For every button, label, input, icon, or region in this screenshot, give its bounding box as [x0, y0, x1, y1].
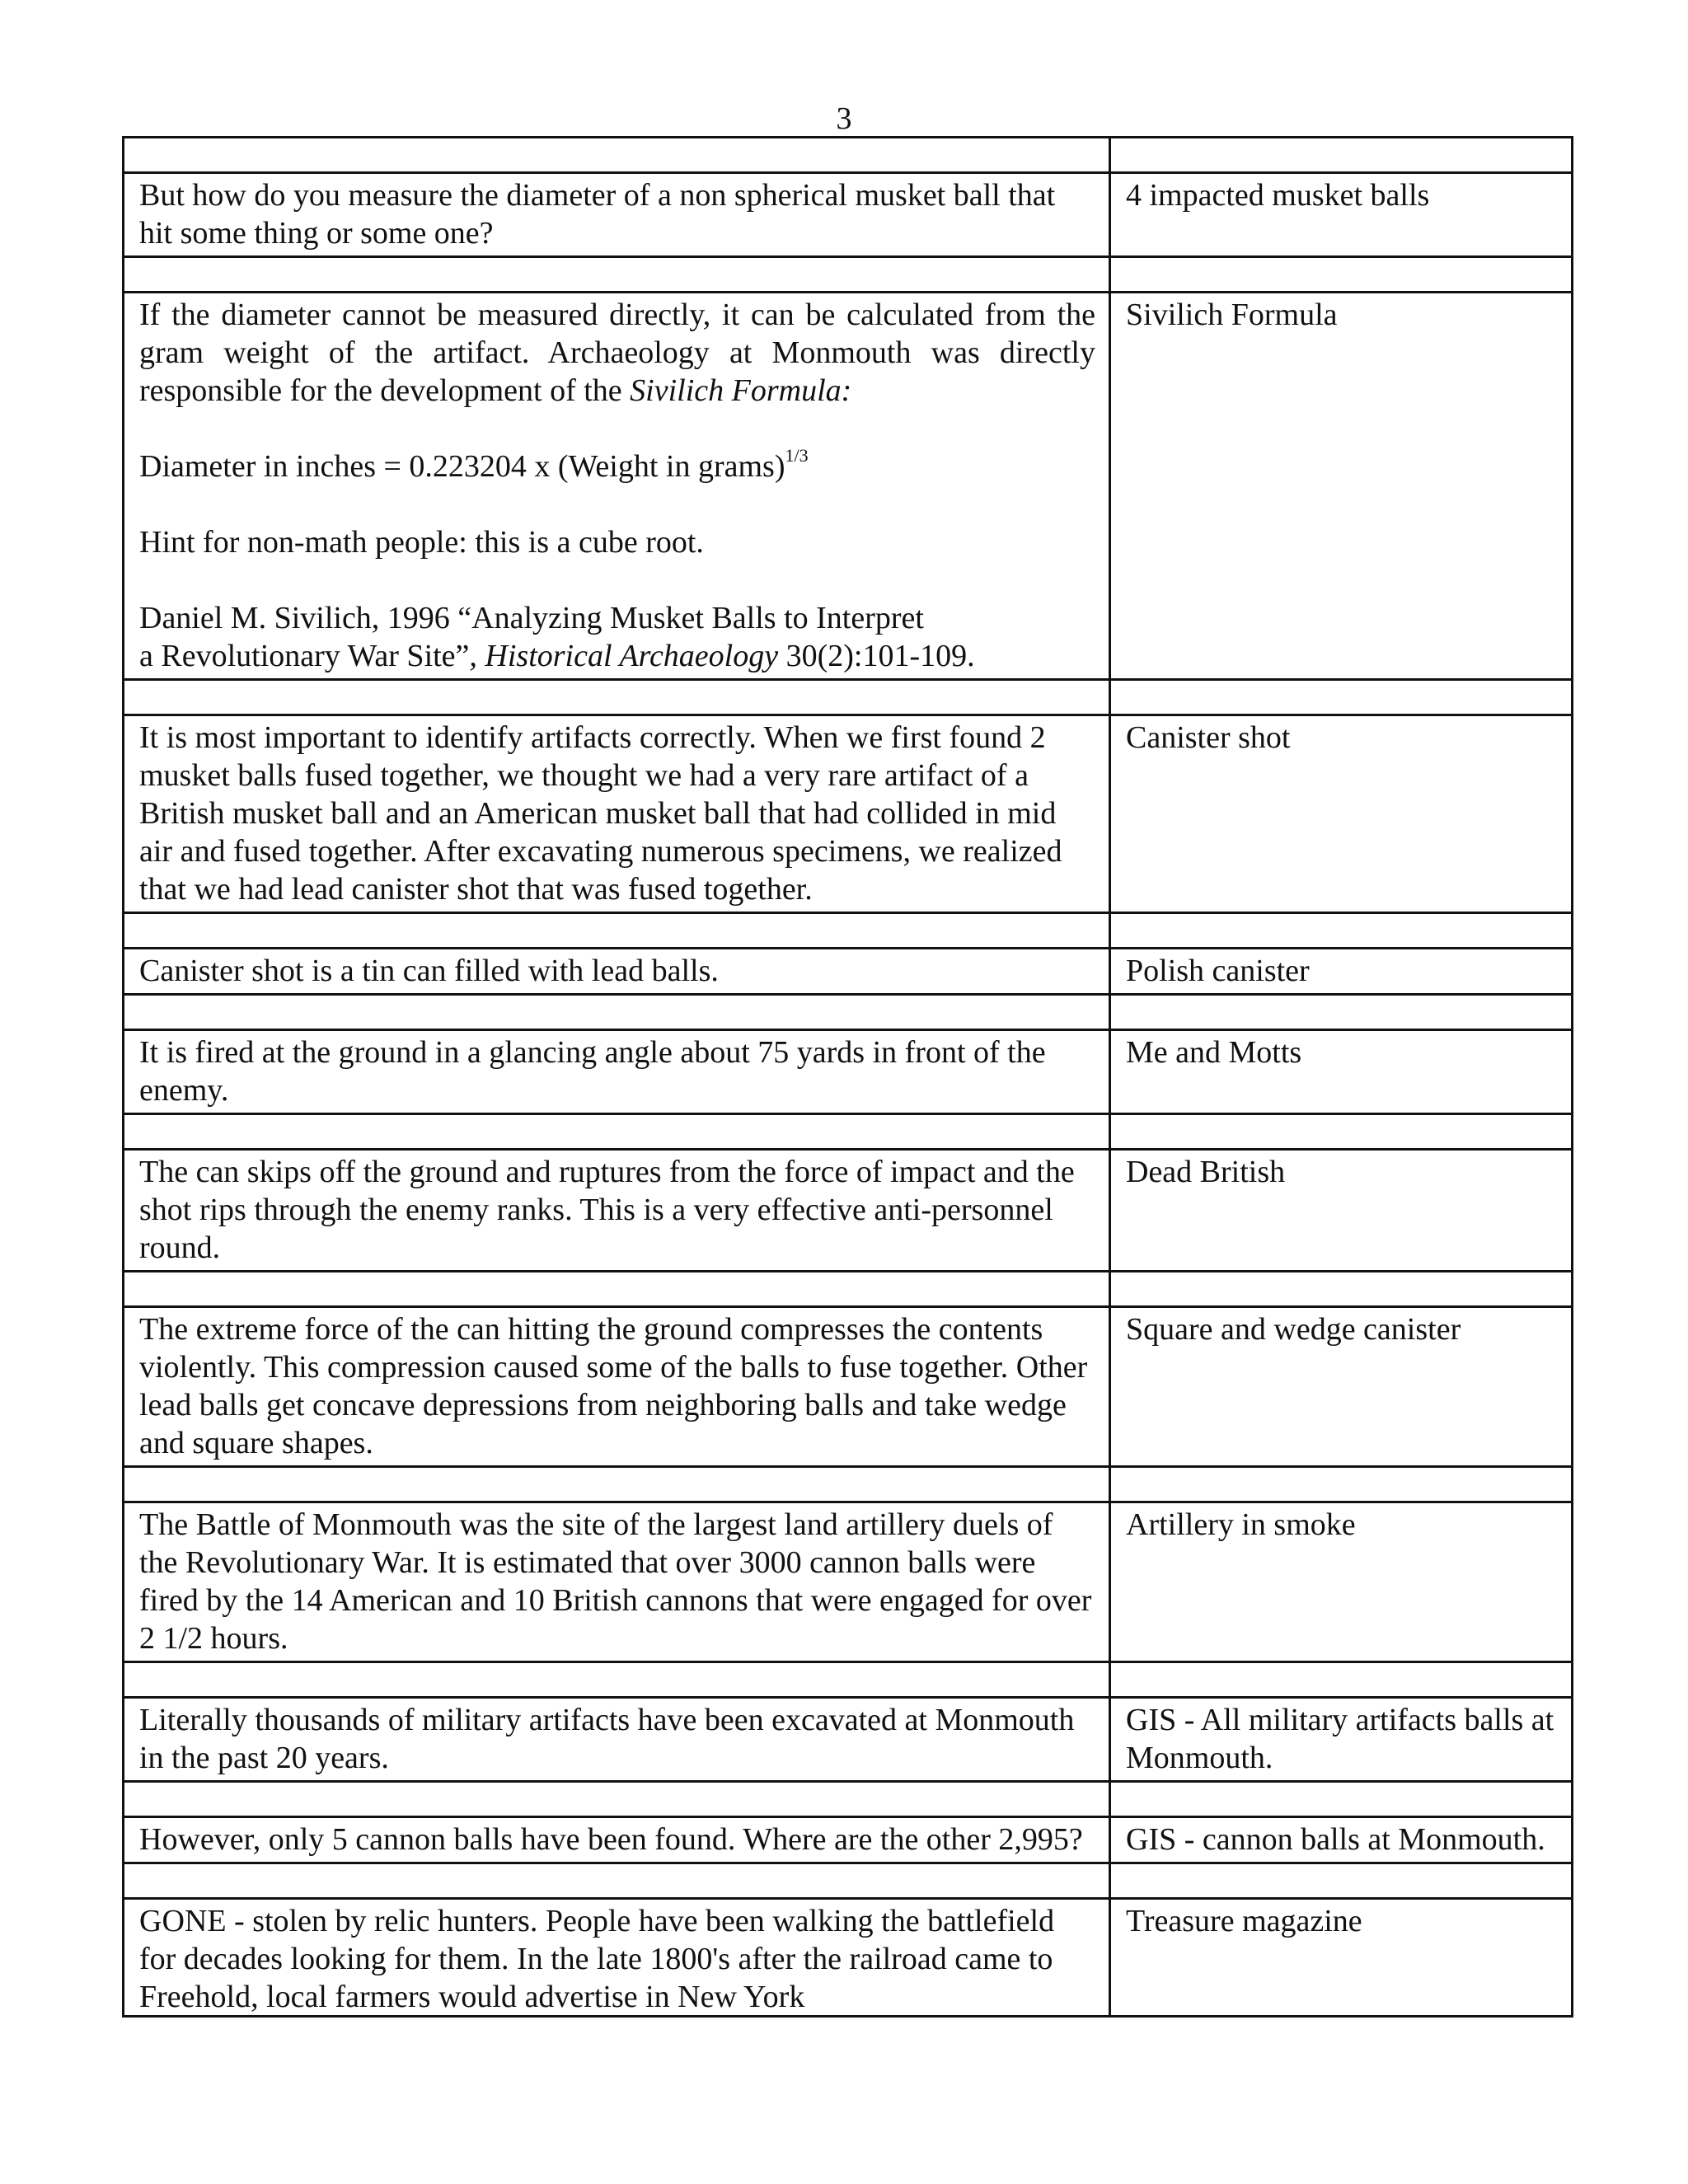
spacer-row: [124, 995, 1573, 1030]
table-row: [124, 1817, 1573, 1863]
narration-text: [124, 293, 1110, 680]
narration-text: The extreme force of the can hitting the ground compresses the contents violently. This compression caused some of the balls to fuse together. Other lead balls get concave depressions from neighboring balls and take wedge and square shapes.: [124, 1307, 1110, 1467]
image-caption: Canister shot: [1110, 715, 1573, 913]
narration-text: [124, 1899, 1110, 2017]
formula: [139, 445, 1095, 485]
image-caption: Treasure magazine: [1110, 1899, 1573, 2017]
image-caption: 4 impacted musket balls: [1110, 173, 1573, 257]
page-number: 3: [836, 101, 852, 136]
image-caption: GIS - cannon balls at Monmouth.: [1110, 1817, 1573, 1863]
citation-line-1: Daniel M. Sivilich, 1996 “Analyzing Musket Balls to Interpret: [139, 601, 924, 635]
image-caption: Sivilich Formula: [1110, 293, 1573, 680]
empty-cell: [1110, 913, 1573, 949]
table-row: [124, 1698, 1573, 1782]
citation-title: a Revolutionary War Site”: [139, 639, 470, 673]
narration-text: However, only 5 cannon balls have been found. Where are the other 2,995?: [124, 1817, 1110, 1863]
empty-cell: [1110, 1114, 1573, 1150]
citation: [139, 599, 1095, 675]
empty-cell: [1110, 138, 1573, 173]
empty-cell: [124, 1863, 1110, 1899]
narration-text: But how do you measure the diameter of a non spherical musket ball that hit some thing or some one?: [124, 173, 1110, 257]
empty-cell: [124, 1114, 1110, 1150]
empty-cell: [1110, 1272, 1573, 1307]
formula-intro-text: If the diameter cannot be measured directly, it can be calculated from the gram weight of the artifact. Archaeology at Monmouth was directly responsible for the development of the: [139, 298, 1095, 408]
spacer-row: [124, 1467, 1573, 1502]
empty-cell: [1110, 1863, 1573, 1899]
empty-cell: [124, 680, 1110, 715]
formula-intro: [139, 296, 1095, 410]
spacer-row: [124, 257, 1573, 293]
empty-cell: [124, 138, 1110, 173]
formula-hint: Hint for non-math people: this is a cube root.: [139, 525, 704, 560]
image-caption: Dead British: [1110, 1150, 1573, 1272]
citation-journal: , Historical Archaeology: [469, 639, 779, 673]
narration-text: It is fired at the ground in a glancing angle about 75 yards in front of the enemy.: [124, 1030, 1110, 1114]
spacer-row: [124, 913, 1573, 949]
table-row: [124, 1899, 1573, 2017]
narration-text: The Battle of Monmouth was the site of the largest land artillery duels of the Revolutionary War. It is estimated that over 3000 cannon balls were fired by the 14 American and 10 British cannons that were engaged for over 2 1/2 hours.: [124, 1502, 1110, 1662]
empty-cell: [1110, 1467, 1573, 1502]
image-caption: GIS - All military artifacts balls at Monmouth.: [1110, 1698, 1573, 1782]
spacer-row: [124, 1662, 1573, 1698]
formula-exponent: 1/3: [785, 445, 809, 466]
table-row: [124, 1030, 1573, 1114]
spacer-row: [124, 680, 1573, 715]
image-caption: Artillery in smoke: [1110, 1502, 1573, 1662]
spacer-row: [124, 138, 1573, 173]
citation-volume: 30(2):101-109.: [778, 639, 975, 673]
table-row: [124, 1502, 1573, 1662]
empty-cell: [1110, 995, 1573, 1030]
empty-cell: [124, 1782, 1110, 1817]
spacer-row: [124, 1272, 1573, 1307]
image-caption: Polish canister: [1110, 949, 1573, 995]
table-row: [124, 949, 1573, 995]
table-row: [124, 173, 1573, 257]
narration-text: It is most important to identify artifacts correctly. When we first found 2 musket balls fused together, we thought we had a very rare artifact of a British musket ball and an American musket ball that had collided in mid air and fused together. After excavating numerous specimens, we realized that we had lead canister shot that was fused together.: [124, 715, 1110, 913]
empty-cell: [124, 1272, 1110, 1307]
empty-cell: [1110, 1782, 1573, 1817]
narration-text: Literally thousands of military artifacts have been excavated at Monmouth in the past 20 years.: [124, 1698, 1110, 1782]
empty-cell: [124, 257, 1110, 293]
table-row: [124, 293, 1573, 680]
narration-text: The can skips off the ground and ruptures from the force of impact and the shot rips through the enemy ranks. This is a very effective anti-personnel round.: [124, 1150, 1110, 1272]
narration-text-clip: GONE - stolen by relic hunters. People have been walking the battlefield for decades looking for them. In the late 1800's after the railroad came to Freehold, local farmers would advertise in New York: [139, 1904, 1055, 2014]
table-row: [124, 1307, 1573, 1467]
empty-cell: [124, 1662, 1110, 1698]
image-caption: Me and Motts: [1110, 1030, 1573, 1114]
narration-text: Canister shot is a tin can filled with lead balls.: [124, 949, 1110, 995]
table-row: [124, 1150, 1573, 1272]
empty-cell: [124, 913, 1110, 949]
spacer-row: [124, 1782, 1573, 1817]
spacer-row: [124, 1863, 1573, 1899]
formula-text: Diameter in inches = 0.223204 x (Weight in grams): [139, 449, 785, 484]
table-row: [124, 715, 1573, 913]
narration-table: [122, 136, 1573, 2018]
empty-cell: [1110, 257, 1573, 293]
image-caption: Square and wedge canister: [1110, 1307, 1573, 1467]
citation-line-2: [139, 637, 1095, 675]
empty-cell: [1110, 680, 1573, 715]
spacer-row: [124, 1114, 1573, 1150]
empty-cell: [1110, 1662, 1573, 1698]
empty-cell: [124, 1467, 1110, 1502]
formula-name: Sivilich Formula:: [630, 373, 852, 408]
empty-cell: [124, 995, 1110, 1030]
